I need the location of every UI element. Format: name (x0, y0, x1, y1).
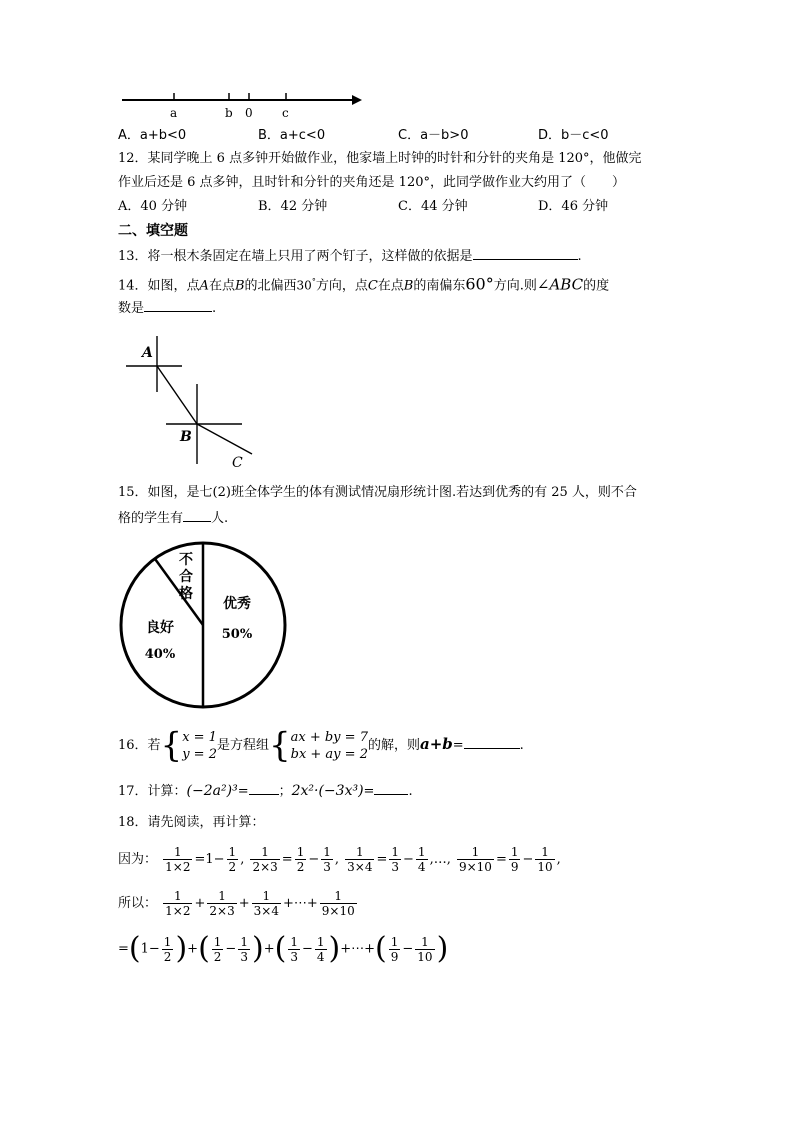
q14-angle-60: 60° (465, 274, 494, 294)
q17-expression-2: 2x²·(−3x³) (291, 783, 364, 799)
q14-point-b: B (403, 278, 414, 294)
fraction: $\frac{1}{9}$ (390, 934, 399, 964)
q17-expression-1: (−2a²)³ (186, 783, 238, 799)
q14-text: 数是 (118, 301, 145, 316)
fraction: $\frac{1}{2\times 3}$ (252, 845, 278, 874)
q18-because-label: 因为： (118, 852, 158, 867)
q16-brace: { (160, 725, 183, 766)
q16-solution-system: x = 1 y = 2 (182, 729, 217, 762)
fraction: $\frac{1}{1\times 2}$ (165, 845, 191, 874)
fraction: $\frac{1}{9\times 10}$ (321, 889, 355, 918)
q14-end: . (212, 301, 217, 316)
q11-option-a: A．a+b<0 (118, 128, 187, 143)
q12-option-d: D．46 分钟 (538, 199, 609, 214)
q18-so-line: 所以： $\frac{1}{1\times 2}$ + $\frac{1}{2\times 3}$ + $\frac{1}{3\times 4}$ +⋯+ $\frac{1}{9\times 10}$ (118, 889, 355, 918)
q14-line2 (118, 299, 216, 318)
q12-line1: 12．某同学晚上 6 点多钟开始做作业，他家墙上时钟的时针和分针的夹角是 120°，他做完 (118, 151, 642, 166)
q13-end: . (577, 249, 582, 264)
q13-text: 13．将一根木条固定在墙上只用了两个钉子，这样做的依据是 (118, 249, 473, 264)
q13-answer-blank[interactable] (473, 247, 578, 260)
q15-answer-blank[interactable] (183, 509, 211, 522)
q16 (118, 722, 524, 766)
pie-label-unqualified-char: 格 (179, 586, 193, 602)
numberline-label-a: a (170, 106, 178, 120)
fraction: $\frac{1}{3}$ (391, 845, 400, 874)
q18-expansion-line: =(1− $\frac{1}{2}$ )+( $\frac{1}{2}$ − $\frac{1}{3}$ )+( $\frac{1}{3}$ − $\frac{1}{4}$ )+⋯+( $\frac{1}{9}$ − $\frac{1}{10}$ ) (118, 931, 449, 966)
q14-text: 方向.则 (493, 278, 537, 294)
q11-option-d: D．b－c<0 (538, 128, 609, 143)
q12-option-b: B．42 分钟 (258, 199, 328, 214)
q14-answer-blank[interactable] (144, 299, 212, 312)
section-title-fill-in: 二、填空题 (118, 223, 188, 239)
q14-text: 14．如图，点 (118, 278, 200, 294)
pie-label-unqualified-char: 合 (179, 569, 193, 585)
q11-option-c: C．a－b>0 (398, 128, 469, 143)
q17 (118, 778, 413, 804)
pie-value-excellent: 50% (221, 627, 253, 642)
numberline-label-0: 0 (245, 106, 253, 120)
fraction: $\frac{1}{4}$ (316, 934, 325, 964)
number-line-figure (118, 88, 368, 122)
q12-option-c: C．44 分钟 (398, 199, 468, 214)
q17-separator: ； (278, 784, 292, 799)
pie-value-good: 40% (144, 647, 176, 662)
fraction: $\frac{1}{10}$ (537, 845, 553, 874)
q14-point-c: C (367, 278, 378, 294)
q14-text: 的度 (583, 278, 610, 294)
q18-line1: 18．请先阅读，再计算： (118, 815, 265, 830)
fraction: $\frac{1}{3}$ (323, 845, 331, 874)
fraction: $\frac{1}{1\times 2}$ (165, 889, 191, 918)
figure-label-b: B (180, 429, 192, 445)
q17-answer-blank-2[interactable] (374, 782, 408, 795)
fraction: $\frac{1}{3\times 4}$ (347, 845, 373, 874)
q15-text: 格的学生有 (118, 511, 184, 526)
q12-option-a: A．40 分钟 (118, 199, 188, 214)
pie-label-excellent: 优秀 (223, 596, 251, 612)
fraction: $\frac{1}{9\times 10}$ (458, 845, 492, 874)
q17-equals: = (237, 784, 249, 799)
q12-line2: 作业后还是 6 点多钟，且时针和分针的夹角还是 120°，此同学做作业大约用了（ ） (118, 175, 625, 190)
fraction: $\frac{1}{2}$ (296, 845, 305, 874)
q16-equals: = (452, 738, 464, 753)
q16-text: 16．若 (118, 738, 161, 753)
fraction: $\frac{1}{2\times 3}$ (209, 889, 235, 918)
pie-chart (116, 538, 290, 712)
q16-end: . (519, 738, 524, 753)
q15-text: 人. (211, 511, 229, 526)
q11-option-b: B．a+c<0 (258, 128, 326, 143)
q14-text: 的北偏西 (244, 278, 297, 294)
fraction: $\frac{1}{2}$ (163, 934, 172, 964)
q17-end: . (408, 784, 413, 799)
fraction: $\frac{1}{9}$ (510, 845, 519, 874)
direction-angle-figure (120, 332, 260, 472)
fraction: $\frac{1}{2}$ (228, 845, 237, 874)
q14-text: 在点 (377, 278, 404, 294)
q14-angle-abc: ∠ABC (536, 275, 584, 294)
q17-text: 17．计算： (118, 784, 187, 799)
figure-label-a: A (142, 345, 153, 361)
q18-so-label: 所以： (118, 896, 158, 911)
q14-text: 方向，点 (315, 278, 368, 294)
q15-line2 (118, 509, 228, 528)
q14-text: 的南偏东 (413, 278, 466, 294)
fraction: $\frac{1}{4}$ (417, 845, 426, 874)
fraction: $\frac{1}{2}$ (213, 934, 222, 964)
fraction: $\frac{1}{3\times 4}$ (253, 889, 279, 918)
figure-label-c: C (232, 455, 243, 471)
q17-equals: = (363, 784, 375, 799)
q14-angle-30: 30 (296, 278, 312, 293)
q16-expression: a+b (419, 735, 453, 753)
fraction: $\frac{1}{3}$ (290, 934, 298, 964)
q14-text: 在点 (208, 278, 235, 294)
q17-answer-blank-1[interactable] (249, 782, 279, 795)
q13 (118, 247, 582, 266)
pie-label-unqualified-char: 不 (179, 552, 193, 568)
pie-label-good: 良好 (146, 620, 174, 636)
q16-equation-system: ax + by = 7 bx + ay = 2 (290, 729, 368, 762)
q14-point-b: B (234, 278, 245, 294)
q14-line1: 14．如图，点A在点B的北偏西30°方向，点C在点B的南偏东60°方向.则∠ABC的度 (118, 274, 610, 294)
q14-point-a: A (199, 278, 209, 294)
fraction: $\frac{1}{3}$ (240, 934, 248, 964)
q16-answer-blank[interactable] (464, 736, 520, 749)
q18-because-line: 因为： $\frac{1}{1\times 2}$ =1− $\frac{1}{2}$ , $\frac{1}{2\times 3}$ = $\frac{1}{2}$ − $\frac{1}{3}$ , $\frac{1}{3\times 4}$ = $\frac{1}{3}$ − $\frac{1}{4}$ ,…, $\frac{1}{9\times 10}$ = $\frac{1}{9}$ − $\frac{1}{10}$ , (118, 845, 561, 874)
numberline-label-b: b (225, 106, 233, 120)
q16-brace: { (268, 725, 291, 766)
q15-line1: 15．如图，是七(2)班全体学生的体有测试情况扇形统计图.若达到优秀的有 25 人，则不合 (118, 485, 637, 500)
q16-text: 是方程组 (216, 738, 269, 753)
q16-text: 的解，则 (367, 738, 420, 753)
fraction: $\frac{1}{10}$ (417, 934, 433, 964)
numberline-label-c: c (282, 106, 289, 120)
